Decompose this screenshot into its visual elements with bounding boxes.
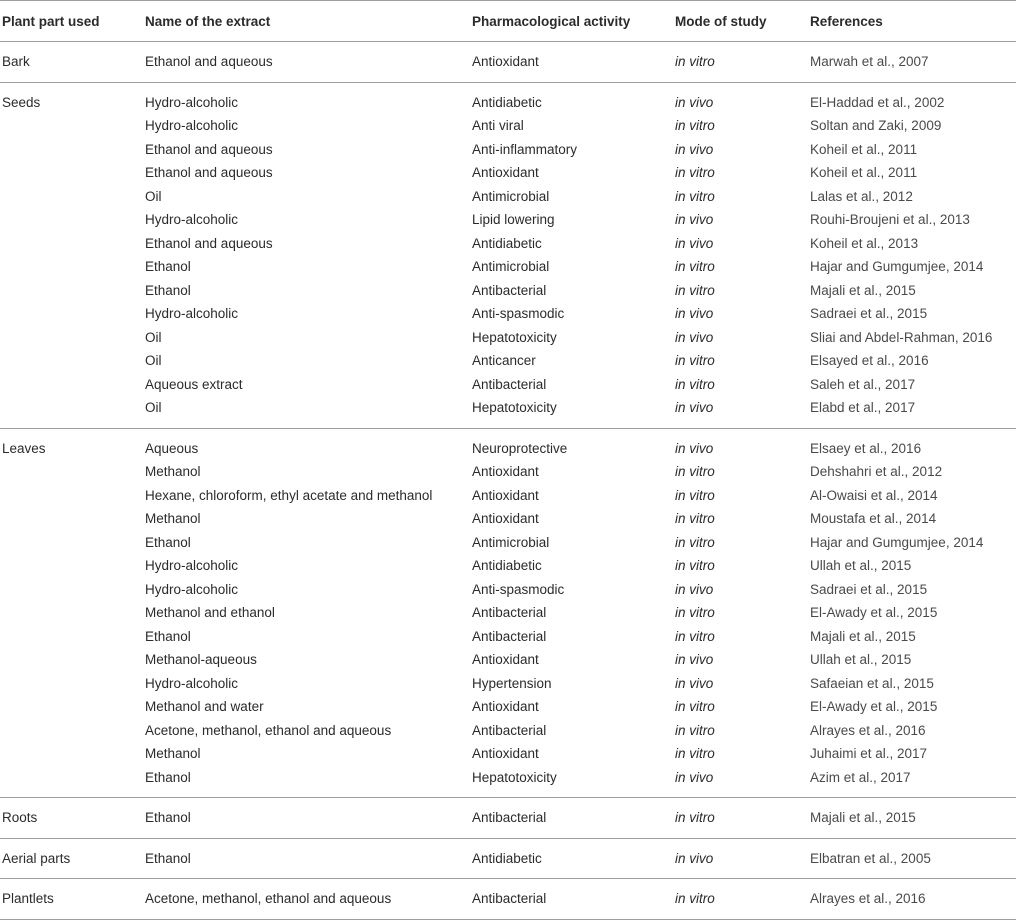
table-row — [0, 279, 1016, 303]
cell-extract-name: Hydro-alcoholic — [145, 558, 239, 573]
cell-mode-of-study: in vivo — [675, 212, 714, 227]
cell-mode-of-study: in vivo — [675, 141, 714, 157]
cell-mode-of-study: in vitro — [673, 879, 808, 920]
cell-mode-of-study: in vivo — [673, 766, 808, 798]
cell-extract-name: Ethanol — [145, 282, 191, 298]
cell-reference: Rouhi-Broujeni et al., 2013 — [810, 212, 970, 227]
table-row — [0, 766, 1016, 798]
cell-plant-part — [0, 114, 143, 138]
table-header — [0, 1, 1016, 42]
cell-mode-of-study: in vivo — [675, 94, 714, 110]
cell-activity: Antidiabetic — [472, 558, 542, 573]
cell-extract-name: Hydro-alcoholic — [145, 581, 239, 597]
cell-mode-of-study: in vivo — [675, 235, 714, 251]
cell-plant-part — [0, 396, 143, 428]
cell-reference: Sliai and Abdel-Rahman, 2016 — [810, 329, 993, 345]
cell-mode-of-study: in vitro — [675, 188, 715, 204]
cell-extract-name: Acetone, methanol, ethanol and aqueous — [143, 879, 470, 920]
cell-plant-part: Seeds — [2, 94, 41, 110]
cell-extract-name: Ethanol and aqueous — [145, 165, 273, 180]
cell-activity: Antioxidant — [472, 652, 539, 667]
cell-activity: Antibacterial — [472, 605, 547, 620]
table-row — [0, 798, 1016, 839]
table-row — [0, 507, 1016, 531]
cell-extract-name: Hydro-alcoholic — [145, 306, 239, 321]
cell-plant-part — [0, 255, 143, 279]
cell-reference: Majali et al., 2015 — [810, 282, 916, 298]
cell-reference: Koheil et al., 2011 — [810, 141, 918, 157]
table-row — [0, 672, 1016, 696]
table-row — [0, 460, 1016, 484]
table-body — [0, 42, 1016, 920]
cell-activity: Antioxidant — [472, 487, 539, 503]
cell-reference: Dehshahri et al., 2012 — [810, 464, 943, 479]
table-row — [0, 554, 1016, 578]
cell-extract-name: Ethanol — [145, 259, 191, 274]
cell-plant-part: Bark — [0, 42, 143, 83]
cell-plant-part — [0, 349, 143, 373]
cell-activity: Anti-spasmodic — [472, 581, 565, 597]
cell-plant-part — [0, 554, 143, 578]
table-row — [0, 349, 1016, 373]
cell-activity: Antimicrobial — [472, 188, 550, 204]
cell-activity: Hepatotoxicity — [470, 766, 673, 798]
cell-extract-name: Acetone, methanol, ethanol and aqueous — [145, 722, 392, 738]
cell-extract-name: Ethanol — [143, 798, 470, 839]
cell-activity: Antibacterial — [472, 722, 547, 738]
cell-mode-of-study: in vivo — [673, 838, 808, 879]
cell-reference: El-Awady et al., 2015 — [810, 605, 938, 620]
cell-activity: Antioxidant — [472, 746, 539, 761]
cell-reference: Majali et al., 2015 — [808, 798, 1016, 839]
cell-mode-of-study: in vitro — [675, 605, 715, 620]
cell-plant-part — [0, 161, 143, 185]
cell-reference: El-Haddad et al., 2002 — [810, 94, 945, 110]
table-row — [0, 742, 1016, 766]
table-row — [0, 161, 1016, 185]
cell-activity: Hepatotoxicity — [472, 329, 557, 345]
cell-extract-name: Methanol-aqueous — [145, 652, 257, 667]
cell-activity: Anti viral — [472, 118, 524, 133]
cell-activity: Anti-spasmodic — [472, 306, 565, 321]
cell-extract-name: Methanol and water — [145, 699, 264, 714]
cell-activity: Hepatotoxicity — [470, 396, 673, 428]
cell-mode-of-study: in vitro — [675, 165, 715, 180]
cell-activity: Antioxidant — [470, 42, 673, 83]
cell-activity: Antidiabetic — [472, 94, 542, 110]
cell-extract-name: Hydro-alcoholic — [145, 94, 239, 110]
cell-activity: Neuroprotective — [472, 440, 568, 456]
table-row — [0, 185, 1016, 209]
cell-extract-name: Hexane, chloroform, ethyl acetate and methanol — [145, 487, 433, 503]
cell-activity: Anticancer — [472, 353, 536, 368]
cell-reference: Elsayed et al., 2016 — [810, 353, 929, 368]
cell-plant-part — [0, 625, 143, 649]
cell-plant-part — [0, 719, 143, 743]
cell-activity: Antidiabetic — [470, 838, 673, 879]
cell-extract-name: Oil — [145, 188, 162, 204]
table-row — [0, 838, 1016, 879]
cell-plant-part — [0, 373, 143, 397]
cell-extract-name: Aqueous extract — [145, 376, 243, 392]
table-row — [0, 879, 1016, 920]
header-plant-part: Plant part used — [0, 1, 143, 42]
cell-reference: Alrayes et al., 2016 — [810, 722, 926, 738]
cell-plant-part — [0, 742, 143, 766]
cell-mode-of-study: in vitro — [675, 699, 715, 714]
table-row — [0, 625, 1016, 649]
cell-reference: Safaeian et al., 2015 — [810, 675, 934, 691]
cell-activity: Antibacterial — [470, 798, 673, 839]
cell-plant-part: Roots — [0, 798, 143, 839]
cell-mode-of-study: in vitro — [673, 798, 808, 839]
cell-reference: Lalas et al., 2012 — [810, 188, 913, 204]
cell-mode-of-study: in vitro — [675, 353, 715, 368]
cell-mode-of-study: in vitro — [675, 376, 715, 392]
cell-plant-part — [0, 766, 143, 798]
cell-mode-of-study: in vitro — [675, 282, 715, 298]
cell-extract-name: Methanol — [145, 464, 201, 479]
cell-plant-part — [0, 279, 143, 303]
cell-plant-part — [0, 185, 143, 209]
cell-plant-part — [0, 531, 143, 555]
cell-extract-name: Methanol — [145, 746, 201, 761]
table-row — [0, 648, 1016, 672]
cell-extract-name: Methanol and ethanol — [145, 605, 275, 620]
cell-reference: Ullah et al., 2015 — [810, 558, 912, 573]
cell-mode-of-study: in vivo — [675, 306, 714, 321]
cell-plant-part — [0, 484, 143, 508]
cell-activity: Antioxidant — [472, 464, 539, 479]
cell-extract-name: Oil — [143, 396, 470, 428]
cell-reference: Hajar and Gumgumjee, 2014 — [810, 534, 984, 550]
table-row — [0, 326, 1016, 350]
cell-plant-part — [0, 695, 143, 719]
cell-mode-of-study: in vivo — [675, 675, 714, 691]
cell-reference: El-Awady et al., 2015 — [810, 699, 938, 714]
cell-reference: Elabd et al., 2017 — [808, 396, 1016, 428]
table-row — [0, 719, 1016, 743]
cell-reference: Juhaimi et al., 2017 — [810, 746, 928, 761]
cell-extract-name: Ethanol and aqueous — [145, 141, 273, 157]
table-row — [0, 232, 1016, 256]
table-row — [0, 114, 1016, 138]
cell-extract-name: Ethanol — [143, 838, 470, 879]
cell-activity: Antimicrobial — [472, 534, 550, 550]
table-row — [0, 695, 1016, 719]
cell-mode-of-study: in vitro — [675, 746, 715, 761]
cell-plant-part — [0, 507, 143, 531]
table-row — [0, 208, 1016, 232]
header-activity: Pharmacological activity — [470, 1, 673, 42]
table-row — [0, 396, 1016, 428]
cell-extract-name: Ethanol — [145, 534, 191, 550]
cell-mode-of-study: in vitro — [675, 628, 715, 644]
cell-reference: Alrayes et al., 2016 — [808, 879, 1016, 920]
cell-mode-of-study: in vitro — [673, 42, 808, 83]
table-row — [0, 484, 1016, 508]
cell-extract-name: Ethanol and aqueous — [143, 42, 470, 83]
cell-plant-part: Aerial parts — [0, 838, 143, 879]
cell-extract-name: Ethanol — [145, 628, 191, 644]
table-row — [0, 302, 1016, 326]
cell-reference: Elbatran et al., 2005 — [808, 838, 1016, 879]
cell-activity: Antibacterial — [472, 628, 547, 644]
cell-activity: Antioxidant — [472, 165, 539, 180]
cell-activity: Antioxidant — [472, 699, 539, 714]
cell-plant-part — [0, 302, 143, 326]
cell-mode-of-study: in vivo — [675, 329, 714, 345]
cell-mode-of-study: in vitro — [675, 722, 715, 738]
cell-reference: Marwah et al., 2007 — [808, 42, 1016, 83]
table-row — [0, 82, 1016, 114]
cell-plant-part: Leaves — [2, 440, 46, 456]
cell-activity: Hypertension — [472, 675, 552, 691]
cell-mode-of-study: in vitro — [675, 534, 715, 550]
table-row — [0, 428, 1016, 460]
cell-reference: Azim et al., 2017 — [808, 766, 1016, 798]
cell-extract-name: Oil — [145, 329, 162, 345]
table-row — [0, 601, 1016, 625]
cell-extract-name: Hydro-alcoholic — [145, 118, 239, 133]
cell-plant-part — [0, 138, 143, 162]
cell-mode-of-study: in vivo — [675, 652, 714, 667]
cell-activity: Antibacterial — [470, 879, 673, 920]
table-row — [0, 578, 1016, 602]
cell-reference: Majali et al., 2015 — [810, 628, 916, 644]
table-row — [0, 255, 1016, 279]
cell-plant-part — [0, 326, 143, 350]
header-extract-name: Name of the extract — [143, 1, 470, 42]
cell-mode-of-study: in vitro — [675, 259, 715, 274]
table-row — [0, 531, 1016, 555]
cell-extract-name: Oil — [145, 353, 162, 368]
cell-extract-name: Ethanol — [143, 766, 470, 798]
cell-plant-part — [0, 601, 143, 625]
cell-reference: Al-Owaisi et al., 2014 — [810, 487, 938, 503]
cell-reference: Sadraei et al., 2015 — [810, 581, 928, 597]
cell-extract-name: Methanol — [145, 511, 201, 526]
table-row — [0, 373, 1016, 397]
cell-reference: Koheil et al., 2011 — [810, 165, 918, 180]
cell-reference: Sadraei et al., 2015 — [810, 306, 928, 321]
cell-reference: Saleh et al., 2017 — [810, 376, 916, 392]
cell-extract-name: Ethanol and aqueous — [145, 235, 273, 251]
cell-activity: Antibacterial — [472, 282, 547, 298]
cell-mode-of-study: in vitro — [675, 511, 715, 526]
cell-mode-of-study: in vitro — [675, 118, 715, 133]
cell-plant-part: Plantlets — [0, 879, 143, 920]
cell-activity: Anti-inflammatory — [472, 141, 578, 157]
table-row — [0, 42, 1016, 83]
cell-activity: Antioxidant — [472, 511, 539, 526]
cell-plant-part — [0, 672, 143, 696]
cell-reference: Hajar and Gumgumjee, 2014 — [810, 259, 984, 274]
cell-extract-name: Aqueous — [145, 440, 199, 456]
cell-extract-name: Hydro-alcoholic — [145, 675, 239, 691]
cell-mode-of-study: in vivo — [675, 581, 714, 597]
cell-reference: Ullah et al., 2015 — [810, 652, 912, 667]
cell-activity: Antimicrobial — [472, 259, 550, 274]
cell-mode-of-study: in vivo — [673, 396, 808, 428]
cell-plant-part — [0, 578, 143, 602]
cell-activity: Lipid lowering — [472, 212, 555, 227]
cell-mode-of-study: in vitro — [675, 558, 715, 573]
cell-reference: Soltan and Zaki, 2009 — [810, 118, 942, 133]
cell-plant-part — [0, 232, 143, 256]
cell-plant-part — [0, 460, 143, 484]
cell-activity: Antidiabetic — [472, 235, 542, 251]
cell-reference: Moustafa et al., 2014 — [810, 511, 937, 526]
header-mode-of-study: Mode of study — [673, 1, 808, 42]
cell-activity: Antibacterial — [472, 376, 547, 392]
cell-extract-name: Hydro-alcoholic — [145, 212, 239, 227]
header-row — [0, 1, 1016, 42]
cell-reference: Koheil et al., 2013 — [810, 235, 919, 251]
cell-mode-of-study: in vivo — [675, 440, 714, 456]
header-references: References — [808, 1, 1016, 42]
cell-plant-part — [0, 208, 143, 232]
cell-mode-of-study: in vitro — [675, 464, 715, 479]
cell-reference: Elsaey et al., 2016 — [810, 440, 922, 456]
table-row — [0, 138, 1016, 162]
cell-plant-part — [0, 648, 143, 672]
cell-mode-of-study: in vitro — [675, 487, 715, 503]
